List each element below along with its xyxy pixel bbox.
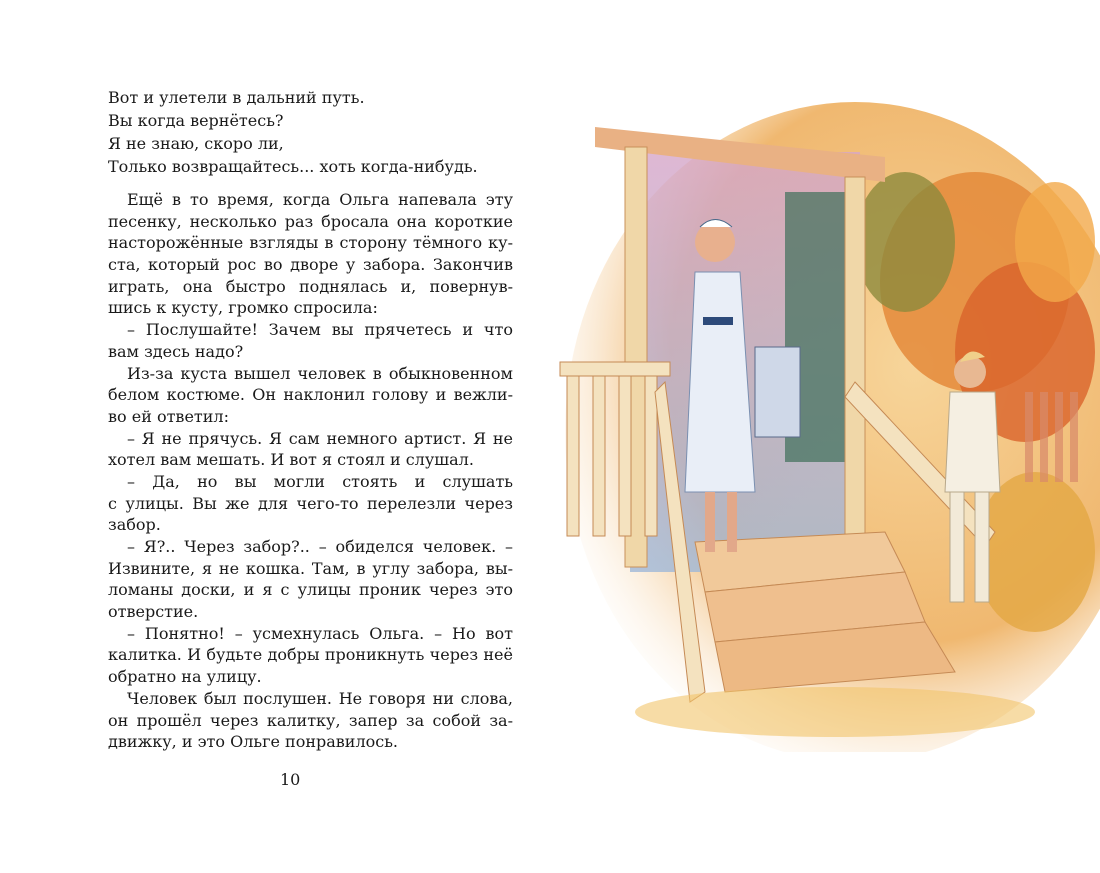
- prose-text: [108, 189, 513, 753]
- text-line: Извините, я не кошка. Там, в углу забора, вы-: [108, 558, 513, 578]
- text-line: – Я не прячусь. Я сам немного артист. Я не: [127, 428, 513, 448]
- text-line: играть, она быстро поднялась и, повернув-: [108, 276, 513, 296]
- poem-line: Только возвращайтесь... хоть когда-нибудь.: [108, 157, 478, 176]
- poem-line: Вы когда вернётесь?: [108, 111, 284, 130]
- ground: [635, 687, 1035, 737]
- text-line: шись к кусту, громко спросила:: [108, 298, 378, 318]
- text-line: с улицы. Вы же для чего-то перелезли через: [108, 493, 513, 513]
- poem-line: Я не знаю, скоро ли,: [108, 134, 284, 153]
- text-line: – Послушайте! Зачем вы прячетесь и что: [127, 320, 513, 340]
- text-line: во ей ответил:: [108, 406, 229, 426]
- text-line: обратно на улицу.: [108, 667, 262, 687]
- text-line: ломаны доски, и я с улицы проник через это: [108, 580, 513, 600]
- accordion: [755, 347, 800, 437]
- text-line: Человек был послушен. Не говоря ни слова,: [127, 688, 513, 708]
- text-line: хотел вам мешать. И вот я стоял и слушал.: [108, 450, 474, 470]
- poem-stanza: [108, 86, 478, 178]
- text-line: – Я?.. Через забор?.. – обиделся человек. –: [127, 537, 513, 556]
- text-line: калитка. И будьте добры проникнуть через неё: [108, 645, 513, 665]
- text-line: вам здесь надо?: [108, 341, 244, 361]
- text-line: белом костюме. Он наклонил голову и вежли-: [108, 385, 513, 405]
- text-line: забор.: [108, 515, 161, 535]
- page-number: 10: [280, 770, 301, 789]
- text-line: движку, и это Ольге понравилось.: [108, 732, 399, 752]
- text-line: – Понятно! – усмехнулась Ольга. – Но вот: [127, 623, 513, 643]
- text-line: – Да, но вы могли стоять и слушать: [127, 471, 513, 491]
- text-line: песенку, несколько раз бросала она короткие: [108, 211, 513, 231]
- illustration-porch-scene: [555, 92, 1100, 752]
- text-line: ста, который рос во дворе у забора. Закончив: [108, 255, 513, 275]
- text-line: Из-за куста вышел человек в обыкновенном: [127, 363, 513, 383]
- porch-post: [845, 177, 865, 567]
- text-line: Ещё в то время, когда Ольга напевала эту: [127, 190, 513, 209]
- text-line: насторожённые взгляды в сторону тёмного ку-: [108, 233, 513, 253]
- text-line: отверстие.: [108, 602, 199, 622]
- poem-line: Вот и улетели в дальний путь.: [108, 88, 365, 107]
- text-line: он прошёл через калитку, запер за собой за-: [108, 710, 513, 730]
